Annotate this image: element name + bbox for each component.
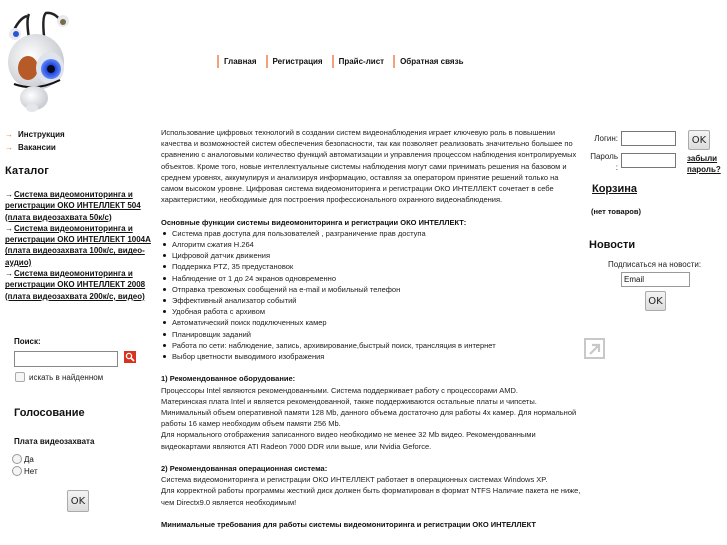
feature-item: Выбор цветности выводимого изображения xyxy=(161,351,581,362)
nav-separator xyxy=(393,55,395,68)
search-within-checkbox[interactable] xyxy=(15,372,103,382)
vote-question: Плата видеозахвата xyxy=(14,437,95,446)
feature-item: Планировщик заданий xyxy=(161,329,581,340)
password-input[interactable] xyxy=(621,153,676,168)
catalog-item xyxy=(5,223,155,268)
catalog-list xyxy=(5,189,155,302)
login-label: Логин: xyxy=(594,134,618,143)
search-button[interactable] xyxy=(124,351,136,363)
catalog-item xyxy=(5,189,155,223)
arrow-right-icon: → xyxy=(5,130,13,139)
intro-paragraph: Использование цифровых технологий в создании систем видеонаблюдения играет ключевую роль в повышении качества и возможностей систем обеспечения безопасности, так как позволяет реализовать значительно большее по сравнению с аналоговыми количество функций автоматизации и управления процессом наблюдения контролируемых объектов. Кроме того, новые интеллектуальные системы наблюдения могут сами принимать решения на базовом и среднем уровнях, аккумулируя и анализируя информацию, оставляя за оператором принятие решений только на самом высоком уровне. Цифровая система видеомониторинга и регистрации ОКО ИНТЕЛЛЕКТ сочетает в себе характеристики, необходимые для построения профессионального охранного видеонаблюдения. xyxy=(161,128,577,205)
logo-mascot[interactable] xyxy=(2,2,72,114)
link-label: Вакансии xyxy=(18,143,56,152)
feature-item: Удобная работа с архивом xyxy=(161,306,581,317)
password-label: Пароль : xyxy=(590,152,618,172)
feature-item: Автоматический поиск подключенных камер xyxy=(161,317,581,328)
min-requirements-heading: Минимальные требования для работы системы видеомониторинга и регистрации ОКО ИНТЕЛЛЕКТ xyxy=(161,520,537,530)
nav-label: Прайс-лист xyxy=(338,56,385,66)
forgot-password-link[interactable]: забыли пароль? xyxy=(687,154,721,174)
hardware-text: Минимальный объем оперативной памяти 128 Mb, данного объема достаточно для работы 4х камер. Для нормальной работы 16 камер необходим объем памяти 256 Mb. xyxy=(161,408,577,429)
feature-item: Работа по сети: наблюдение, запись, архивирование,быстрый поиск, трансляция в интернет xyxy=(161,340,581,351)
news-heading: Новости xyxy=(589,239,636,251)
feature-item: Наблюдение от 1 до 24 экранов одновременно xyxy=(161,273,581,284)
arrow-up-right-icon xyxy=(588,342,602,356)
main-content xyxy=(161,127,581,530)
link-label: Инструкция xyxy=(18,130,65,139)
nav-feedback[interactable] xyxy=(393,55,463,68)
catalog-heading: Каталог xyxy=(5,165,50,177)
search-icon xyxy=(125,352,135,362)
catalog-link-2008[interactable]: Система видеомониторинга и регистрации ОКО ИНТЕЛЛЕКТ 2008 (плата видеозахвата 200к/с, видео) xyxy=(5,269,146,301)
nav-label: Главная xyxy=(224,56,257,66)
os-heading: 2) Рекомендованная операционная система: xyxy=(161,464,328,474)
nav-label: Обратная связь xyxy=(400,56,464,66)
catalog-link-504[interactable]: Система видеомониторинга и регистрации ОКО ИНТЕЛЛЕКТ 504 (плата видеозахвата 50к/с) xyxy=(5,190,141,222)
vote-heading: Голосование xyxy=(14,407,85,419)
checkbox-label: искать в найденном xyxy=(29,372,104,382)
checkbox[interactable] xyxy=(15,372,25,382)
search-input[interactable] xyxy=(14,351,118,367)
hardware-heading: 1) Рекомендованное оборудование: xyxy=(161,374,296,384)
subscribe-label: Подписаться на новости: xyxy=(608,260,702,269)
vote-option-yes[interactable] xyxy=(12,454,34,464)
login-submit-button[interactable]: OK xyxy=(688,130,710,150)
features-list xyxy=(161,228,581,362)
eye-mascot-icon xyxy=(2,2,72,114)
cart-heading[interactable]: Корзина xyxy=(592,183,637,195)
feature-item: Цифровой датчик движения xyxy=(161,250,581,261)
subscribe-email-input[interactable] xyxy=(621,272,690,287)
feature-item: Система прав доступа для пользователей , разграничение прав доступа xyxy=(161,228,581,239)
catalog-item xyxy=(5,268,155,302)
nav-separator xyxy=(332,55,334,68)
link-instructions[interactable] xyxy=(5,128,155,141)
radio-button[interactable] xyxy=(12,466,22,476)
external-link-button[interactable] xyxy=(584,338,605,359)
feature-item: Алгоритм сжатия H.264 xyxy=(161,239,581,250)
hardware-text: Процессоры Intel являются рекомендованными. Система поддерживает работу с процессорами AMD. xyxy=(161,385,519,395)
link-vacancies[interactable] xyxy=(5,141,155,154)
top-navigation xyxy=(217,54,473,68)
feature-item: Поддержка PTZ, 35 предустановок xyxy=(161,261,581,272)
feature-item: Эффективный анализатор событий xyxy=(161,295,581,306)
radio-button[interactable] xyxy=(12,454,22,464)
hardware-text: Материнская плата Intel и является рекомендованной, также поддерживаются остальные платы и чипсеты. xyxy=(161,396,537,406)
os-text: Система видеомониторинга и регистрации ОКО ИНТЕЛЛЕКТ работает в операционных системах Windows XP. xyxy=(161,475,548,485)
features-heading: Основные функции системы видеомониторинга и регистрации ОКО ИНТЕЛЛЕКТ: xyxy=(161,217,467,227)
radio-label: Нет xyxy=(24,466,38,476)
vote-submit-button[interactable]: OK xyxy=(67,490,89,512)
nav-price-list[interactable] xyxy=(332,55,384,68)
nav-separator xyxy=(217,55,219,68)
cart-empty-text: (нет товаров) xyxy=(591,207,641,216)
login-input[interactable] xyxy=(621,131,676,146)
os-text: Для корректной работы программы жесткий диск должен быть форматирован в формат NTFS Наличие пакета не ниже, чем Directx9.0 является необходимым! xyxy=(161,486,581,507)
arrow-right-icon: → xyxy=(5,143,13,152)
arrow-right-icon: → xyxy=(5,190,13,199)
quick-links xyxy=(5,128,155,154)
subscribe-submit-button[interactable]: OK xyxy=(645,291,666,311)
arrow-right-icon: → xyxy=(5,223,13,233)
catalog-link-1004a[interactable]: Система видеомониторинга и регистрации ОКО ИНТЕЛЛЕКТ 1004А (плата видеозахвата 100к/с, видео-аудио) xyxy=(5,223,151,267)
search-label: Поиск: xyxy=(14,337,41,346)
nav-registration[interactable] xyxy=(266,55,323,68)
nav-label: Регистрация xyxy=(272,56,323,66)
nav-home[interactable] xyxy=(217,55,257,68)
hardware-text: Для нормального отображения записанного видео необходимо не менее 32 Mb видео. Рекомендованными видеокартами являются ATI Radeon 7000 DDR или выше, или Nvidia Geforce. xyxy=(161,430,536,451)
arrow-right-icon: → xyxy=(5,269,13,279)
feature-item: Отправка тревожных сообщений на e-mail и мобильный телефон xyxy=(161,284,581,295)
vote-option-no[interactable] xyxy=(12,466,38,476)
radio-label: Да xyxy=(24,454,34,464)
nav-separator xyxy=(266,55,268,68)
